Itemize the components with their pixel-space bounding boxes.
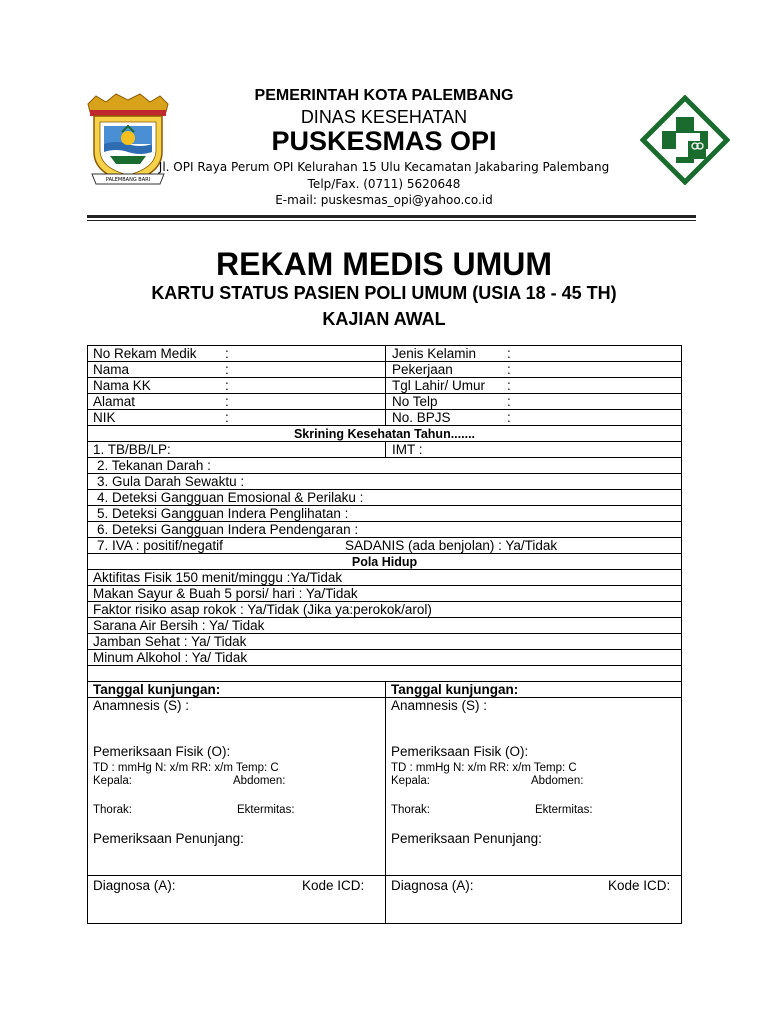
screening-item: 6. Deteksi Gangguan Indera Pendengaran : (97, 522, 359, 537)
clinic-phone: Telp/Fax. (0711) 5620648 (307, 177, 461, 191)
header-divider-thin (87, 220, 696, 221)
column-divider (385, 441, 386, 457)
lifestyle-item: Jamban Sehat : Ya/ Tidak (93, 634, 247, 649)
field-separator: : (507, 410, 511, 425)
lifestyle-item: Makan Sayur & Buah 5 porsi/ hari : Ya/Tidak (93, 586, 358, 601)
clinic-name: PUSKESMAS OPI (271, 126, 497, 156)
diagnosis-label: Diagnosa (A): (93, 878, 176, 893)
screening-item: 2. Tekanan Darah : (97, 458, 211, 473)
field-label-pekerjaan: Pekerjaan (392, 362, 453, 377)
column-divider (385, 681, 386, 924)
anamnesis-label: Anamnesis (S) : (93, 698, 190, 713)
lifestyle-item: Aktifitas Fisik 150 menit/minggu :Ya/Tidak (93, 570, 343, 585)
field-separator: : (225, 378, 229, 393)
field-label-nama: Nama (93, 362, 130, 377)
icd-code-label: Kode ICD: (302, 878, 365, 893)
thorak-label: Thorak: (391, 804, 430, 816)
department-name: DINAS KESEHATAN (300, 107, 468, 127)
field-separator: : (225, 362, 229, 377)
vital-signs-line: TD : mmHg N: x/m RR: x/m Temp: C (93, 762, 279, 774)
emblem-banner-text: PALEMBANG BARI (105, 177, 151, 183)
field-separator: : (225, 394, 229, 409)
screening-item: 3. Gula Darah Sewaktu : (97, 474, 245, 489)
field-separator: : (507, 346, 511, 361)
field-separator: : (225, 410, 229, 425)
physical-exam-label: Pemeriksaan Fisik (O): (93, 744, 231, 759)
field-label-alamat: Alamat (93, 394, 136, 409)
field-label-no-rekam-medik: No Rekam Medik (93, 346, 197, 361)
screening-imt: IMT : (392, 442, 423, 457)
abdomen-label: Abdomen: (531, 775, 584, 787)
diagnosis-label: Diagnosa (A): (391, 878, 474, 893)
visit-date-label: Tanggal kunjungan: (391, 682, 519, 697)
column-divider (385, 346, 386, 425)
field-label-no-telp: No Telp (392, 394, 438, 409)
anamnesis-label: Anamnesis (S) : (391, 698, 488, 713)
lifestyle-item: Minum Alkohol : Ya/ Tidak (93, 650, 248, 665)
medical-record-form (87, 345, 682, 924)
field-separator: : (225, 346, 229, 361)
lifestyle-item: Faktor risiko asap rokok : Ya/Tidak (Jika ya:perokok/arol) (93, 602, 432, 617)
field-separator: : (507, 378, 511, 393)
screening-sadanis: SADANIS (ada benjolan) : Ya/Tidak (345, 538, 558, 553)
abdomen-label: Abdomen: (233, 775, 286, 787)
screening-item: 1. TB/BB/LP: (93, 442, 171, 457)
document-subtitle: KARTU STATUS PASIEN POLI UMUM (USIA 18 - 45 TH) (151, 283, 617, 303)
field-separator: : (507, 394, 511, 409)
document-section-title: KAJIAN AWAL (322, 309, 446, 329)
kepala-label: Kepala: (391, 775, 431, 787)
physical-exam-label: Pemeriksaan Fisik (O): (391, 744, 529, 759)
government-name: PEMERINTAH KOTA PALEMBANG (254, 87, 514, 104)
support-exam-label: Pemeriksaan Penunjang: (391, 831, 542, 846)
clinic-address: Jl. OPI Raya Perum OPI Kelurahan 15 Ulu Kecamatan Jakabaring Palembang (158, 160, 610, 174)
field-label-jenis-kelamin: Jenis Kelamin (392, 346, 477, 361)
screening-item: 4. Deteksi Gangguan Emosional & Perilaku : (97, 490, 364, 505)
vital-signs-line: TD : mmHg N: x/m RR: x/m Temp: C (391, 762, 577, 774)
field-label-nik: NIK (93, 410, 116, 425)
header-divider-thick (87, 215, 696, 218)
clinic-email: E-mail: puskesmas_opi@yahoo.co.id (275, 193, 493, 207)
document-title: REKAM MEDIS UMUM (216, 246, 552, 282)
screening-item: 5. Deteksi Gangguan Indera Penglihatan : (97, 506, 349, 521)
visit-date-label: Tanggal kunjungan: (93, 682, 221, 697)
field-label-no-bpjs: No. BPJS (392, 410, 451, 425)
field-label-tgl-lahir: Tgl Lahir/ Umur (392, 378, 486, 393)
screening-title: Skrining Kesehatan Tahun....... (293, 427, 476, 441)
lifestyle-item: Sarana Air Bersih : Ya/ Tidak (93, 618, 265, 633)
field-label-nama-kk: Nama KK (93, 378, 151, 393)
lifestyle-title: Pola Hidup (351, 555, 418, 569)
ekstremitas-label: Ektermitas: (535, 804, 593, 816)
icd-code-label: Kode ICD: (608, 878, 671, 893)
field-separator: : (507, 362, 511, 377)
support-exam-label: Pemeriksaan Penunjang: (93, 831, 244, 846)
thorak-label: Thorak: (93, 804, 132, 816)
ekstremitas-label: Ektermitas: (237, 804, 295, 816)
screening-item: 7. IVA : positif/negatif (97, 538, 223, 553)
kepala-label: Kepala: (93, 775, 133, 787)
